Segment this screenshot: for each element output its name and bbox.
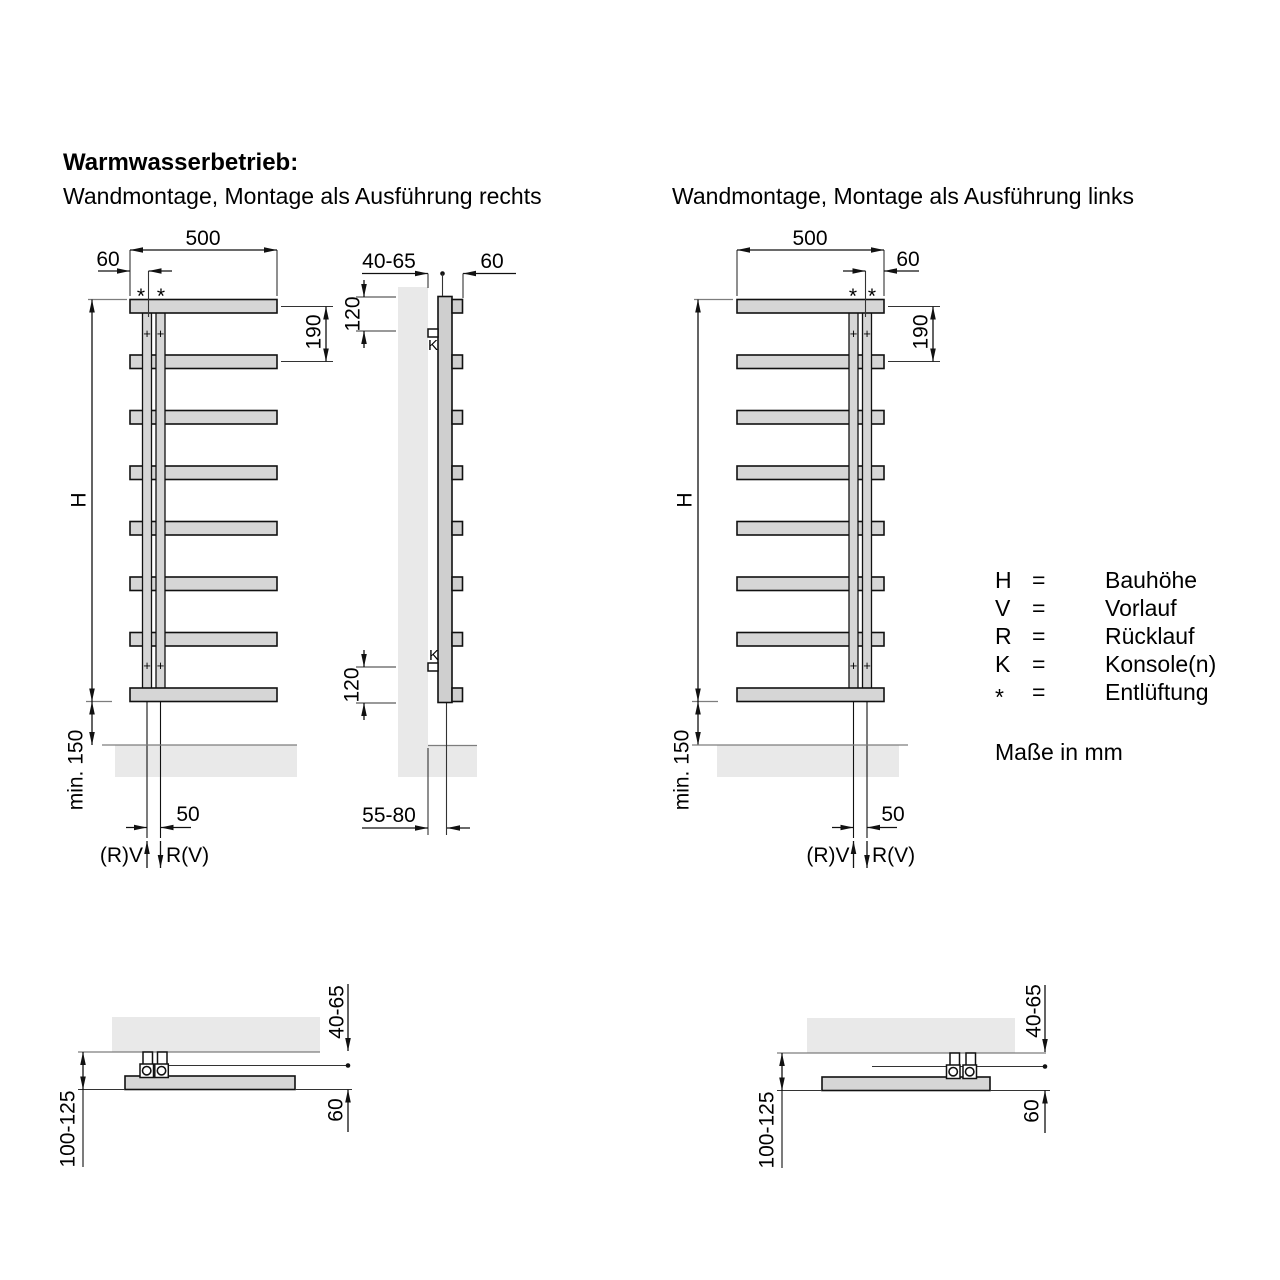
subtitle-right-version: Wandmontage, Montage als Ausführung rechts	[63, 183, 542, 209]
dim-pitch-label: 190	[302, 314, 326, 350]
legend-equals: =	[1032, 679, 1046, 705]
legend-equals: =	[1032, 623, 1046, 649]
console-bracket-top	[428, 329, 438, 337]
dim-console-offset-label: 120	[341, 296, 365, 332]
dim-offset-label: 60	[896, 248, 920, 271]
dim-total-depth-label: 100-125	[755, 1091, 779, 1169]
dim-clearance-label: min. 150	[64, 729, 88, 811]
dim-console-offset-label: 120	[340, 667, 364, 703]
legend-meaning: Konsole(n)	[1105, 651, 1217, 677]
dim-connection-label: 50	[881, 803, 905, 826]
dim-wall-distance-label: 40-65	[1022, 984, 1046, 1038]
legend-equals: =	[1032, 567, 1046, 593]
console-label-top: K	[427, 337, 439, 354]
vent-star-mark: *	[867, 285, 877, 308]
vent-star-mark: *	[136, 285, 146, 308]
dim-offset-label: 60	[96, 248, 120, 271]
dim-width-label: 500	[792, 227, 828, 250]
dim-depth-label: 60	[324, 1098, 348, 1122]
legend-symbol: K	[995, 651, 1011, 677]
flow-label-right: R(V)	[872, 844, 916, 867]
console-bracket-bottom	[428, 663, 438, 671]
vent-plus-mark: +	[143, 658, 151, 673]
legend-meaning: Entlüftung	[1105, 679, 1209, 705]
wall	[807, 1018, 1015, 1053]
vent-star-mark: *	[156, 285, 166, 308]
legend-symbol: H	[995, 567, 1012, 593]
side-pipe	[438, 297, 452, 703]
page-title: Warmwasserbetrieb:	[63, 149, 299, 176]
dim-clearance-label: min. 150	[670, 729, 694, 811]
dim-wall-distance-label: 40-65	[325, 985, 349, 1039]
vent-plus-mark: +	[143, 326, 151, 341]
legend	[995, 567, 1216, 765]
dim-wall-distance-label: 40-65	[362, 250, 416, 273]
wall	[112, 1017, 320, 1052]
legend-meaning: Rücklauf	[1105, 623, 1195, 649]
vent-plus-mark: +	[849, 658, 858, 673]
subtitle-left-version: Wandmontage, Montage als Ausführung links	[672, 183, 1134, 209]
legend-equals: =	[1032, 651, 1046, 677]
dim-pitch-label: 190	[909, 314, 933, 350]
vent-star-mark: *	[848, 285, 858, 308]
dim-height-label: H	[673, 492, 697, 508]
legend-meaning: Vorlauf	[1105, 595, 1177, 621]
legend-symbol: V	[995, 595, 1011, 621]
legend-meaning: Bauhöhe	[1105, 567, 1198, 593]
flow-label-right: R(V)	[166, 844, 210, 867]
legend-symbol: R	[995, 623, 1012, 649]
dim-total-depth-label: 100-125	[56, 1090, 80, 1168]
dim-width-label: 500	[185, 227, 221, 250]
units-note: Maße in mm	[995, 739, 1123, 765]
dim-connection-label: 50	[176, 803, 200, 826]
front-view-left-version-body	[717, 250, 899, 838]
side-view	[341, 250, 517, 835]
dim-wall-to-pipe-label: 55-80	[362, 804, 416, 827]
flow-label-left: (R)V	[806, 844, 850, 867]
dim-depth-label: 60	[480, 250, 504, 273]
dim-height-label: H	[67, 492, 91, 508]
plan-view-right-version	[57, 984, 353, 1168]
vent-plus-mark: +	[156, 326, 165, 341]
flow-label-left: (R)V	[99, 844, 143, 867]
vent-plus-mark: +	[156, 658, 165, 673]
dim-depth-label: 60	[1020, 1099, 1044, 1123]
plan-view-left-version	[756, 984, 1051, 1168]
floor	[428, 746, 477, 777]
console-label-bottom: K	[428, 647, 440, 664]
legend-equals: =	[1032, 595, 1046, 621]
vent-plus-mark: +	[849, 326, 858, 341]
legend-symbol: *	[995, 684, 1004, 710]
vent-plus-mark: +	[863, 658, 871, 673]
vent-plus-mark: +	[863, 326, 871, 341]
wall	[398, 287, 428, 777]
